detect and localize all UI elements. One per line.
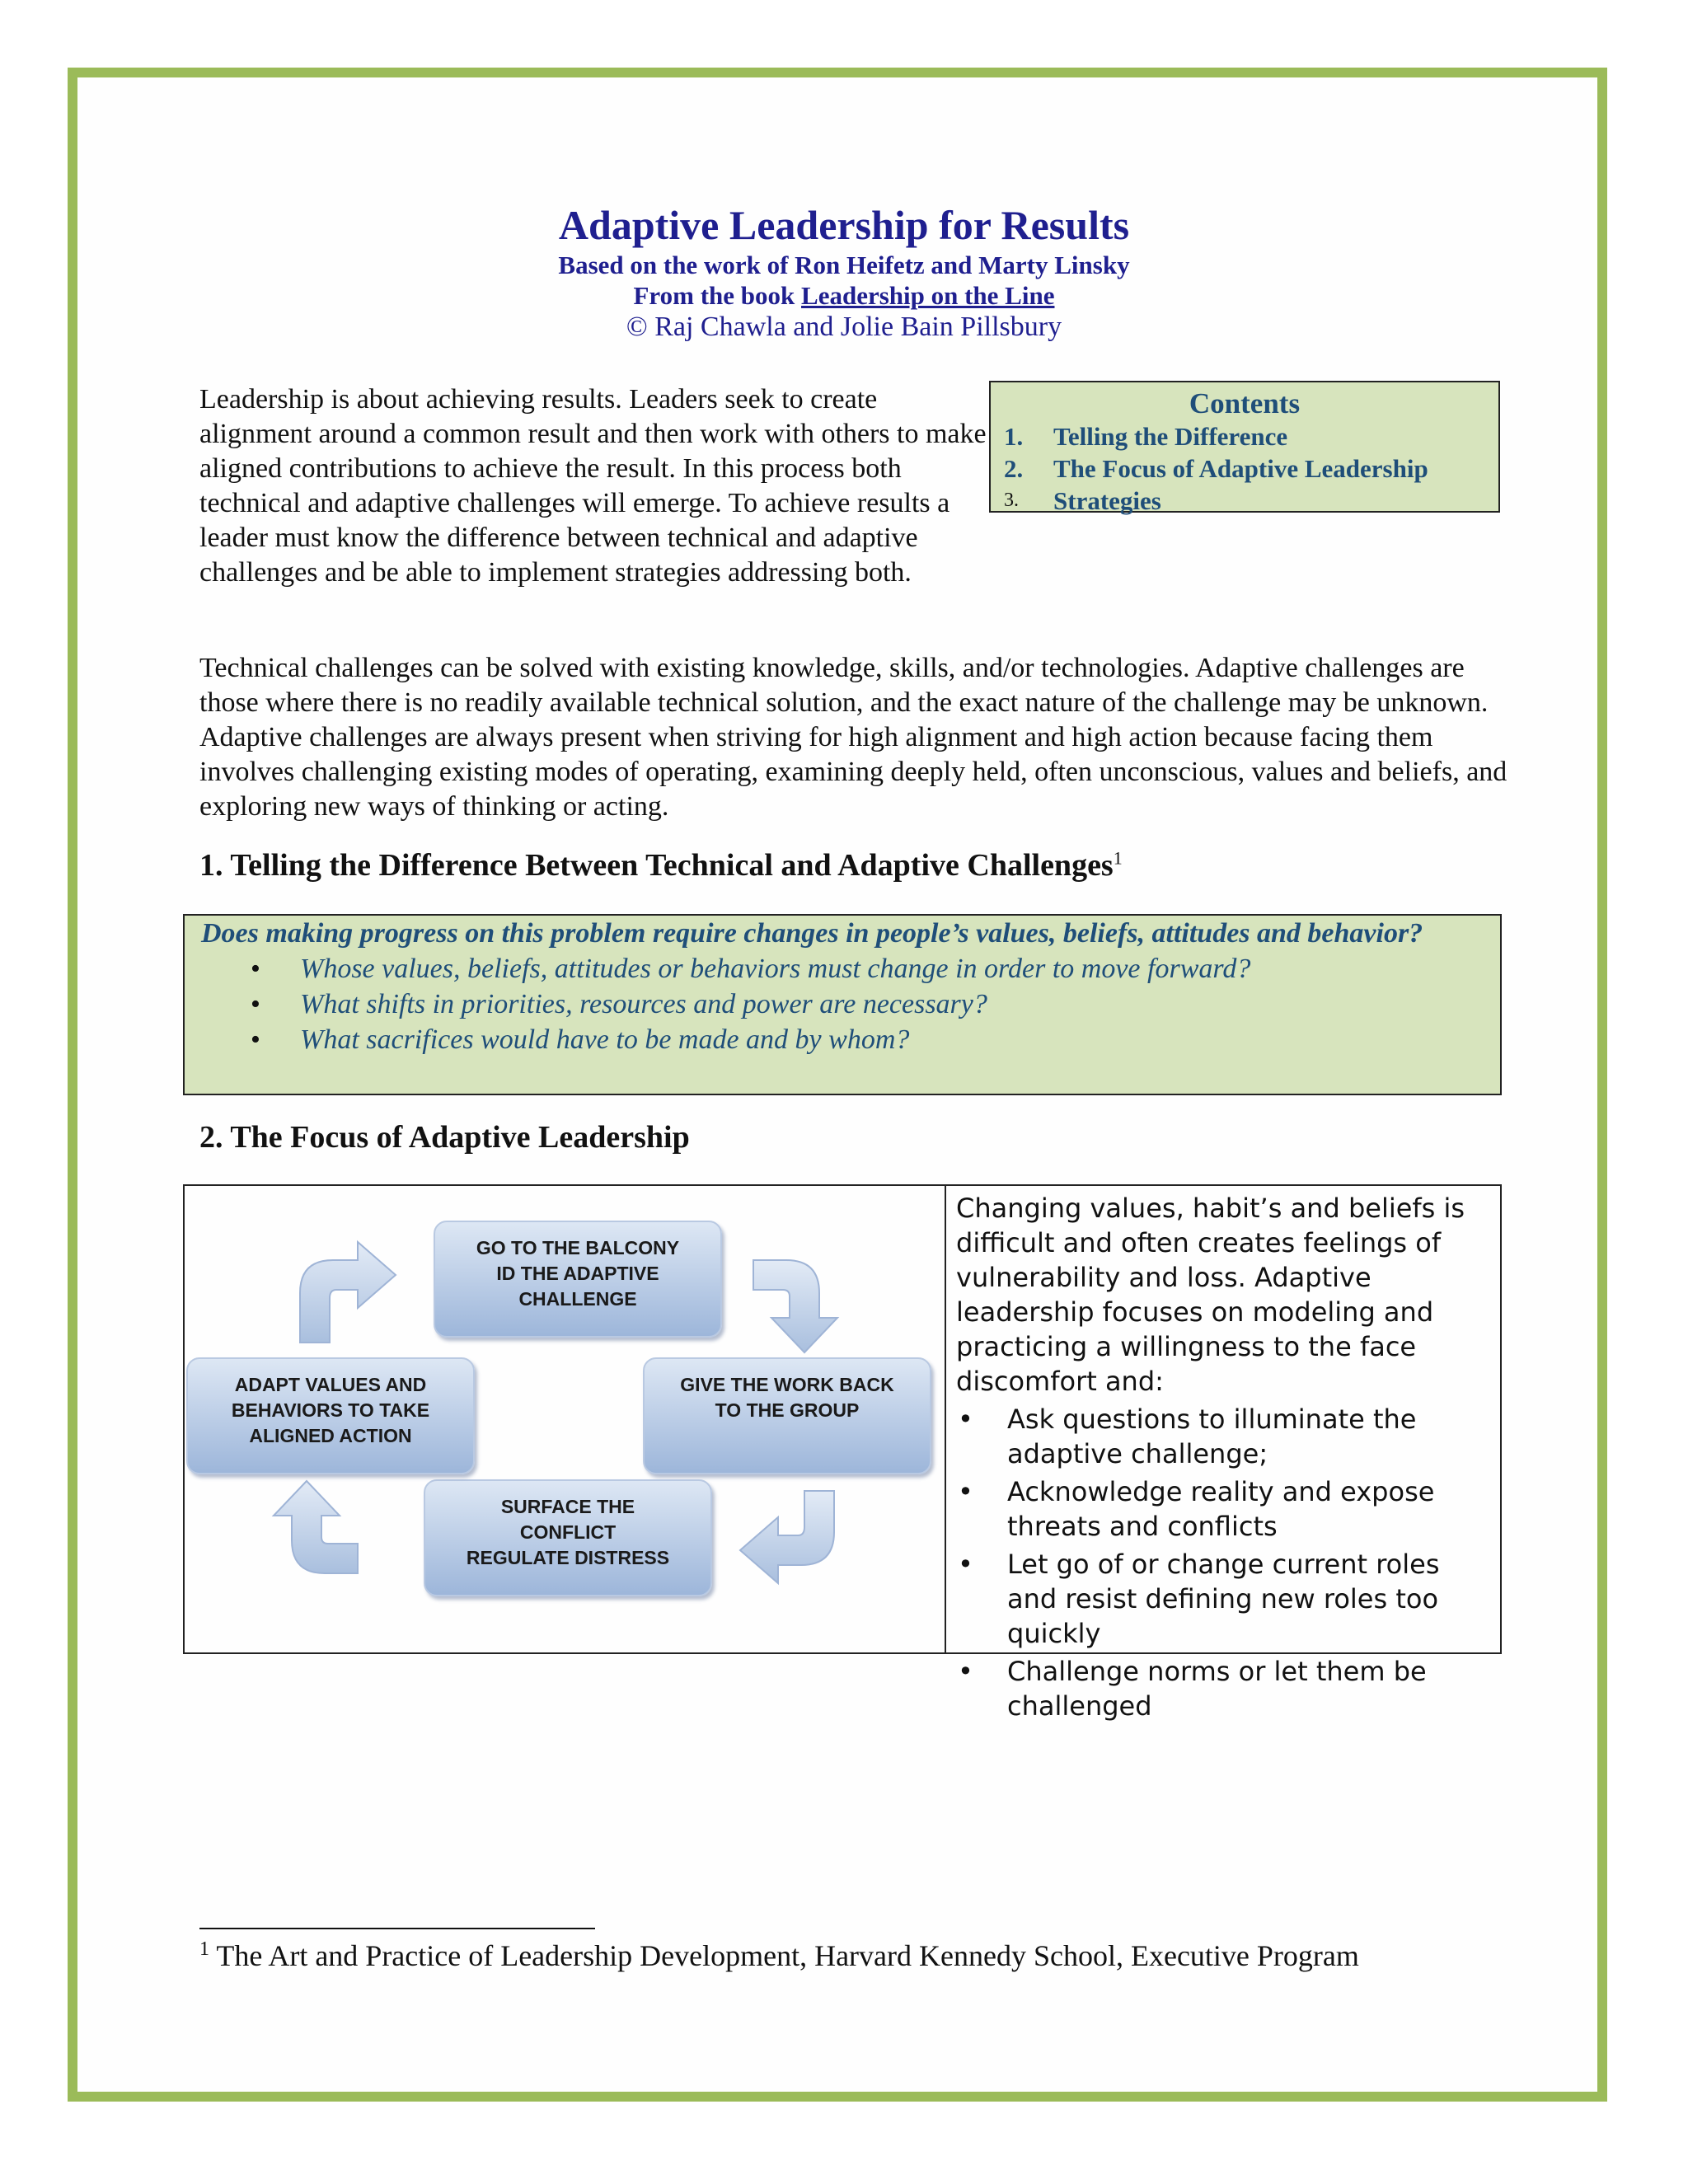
cycle-box-line: CHALLENGE — [518, 1288, 637, 1310]
arrow-icon — [740, 1491, 834, 1583]
contents-item[interactable] — [991, 420, 1498, 452]
focus-bullet-text: Ask questions to illuminate the adaptive challenge; — [1007, 1404, 1417, 1469]
bullet-icon: • — [251, 989, 260, 1019]
section1-heading — [199, 847, 1123, 883]
question-bullet-text: Whose values, beliefs, attitudes or behaviors must change in order to move forward? — [300, 954, 1251, 984]
section2-heading: 2. The Focus of Adaptive Leadership — [199, 1120, 690, 1155]
book-title: Leadership on the Line — [801, 281, 1055, 310]
footnote-separator — [199, 1928, 595, 1929]
contents-item-number: 1. — [1004, 422, 1024, 451]
cycle-box-line: TO THE GROUP — [715, 1399, 860, 1421]
section1-heading-text: 1. Telling the Difference Between Technical and Adaptive Challenges — [199, 848, 1114, 883]
contents-item[interactable] — [991, 452, 1498, 485]
cycle-box-line: GIVE THE WORK BACK — [680, 1374, 894, 1395]
cycle-box-line: GO TO THE BALCONY — [476, 1237, 680, 1258]
document-subtitle: Based on the work of Ron Heifetz and Marty Linsky — [558, 251, 1130, 279]
focus-intro-text: Changing values, habit’s and beliefs is difficult and often creates feelings of vulnerability and loss. Adaptive leadership focuses on modeling and practicing a willingness to the face discomfort and: — [956, 1193, 1465, 1397]
footnote-reference[interactable]: 1 — [1113, 847, 1123, 869]
bullet-icon: • — [958, 1656, 973, 1687]
contents-box — [989, 381, 1500, 513]
challenges-paragraph: Technical challenges can be solved with existing knowledge, skills, and/or technologies. Adaptive challenges are those where there is no readily available technical solution, and the exact nature of the challenge may be unknown. Adaptive challenges are always present when striving for high alignment and high action because facing them involves challenging existing modes of operating, examining deeply held, often unconscious, values and beliefs, and exploring new ways of thinking or acting. — [199, 653, 1507, 822]
question-bullet — [201, 1022, 1500, 1057]
cycle-box-line: CONFLICT — [519, 1521, 617, 1543]
footnote-text: The Art and Practice of Leadership Development, Harvard Kennedy School, Executive Program — [209, 1939, 1359, 1972]
arrow-icon — [753, 1260, 837, 1352]
intro-paragraph: Leadership is about achieving results. Leaders seek to create alignment around a common result and then work with others to make aligned contributions to achieve the result. In this process both technical and adaptive challenges will emerge. To achieve results a leader must know the difference between technical and adaptive challenges and be able to implement strategies addressing both. — [199, 384, 987, 588]
focus-bullet — [956, 1654, 1492, 1723]
footnote — [199, 1938, 1359, 1973]
question-bullet — [201, 987, 1500, 1022]
book-prefix: From the book — [633, 281, 802, 310]
contents-item-label: The Focus of Adaptive Leadership — [1053, 454, 1428, 483]
focus-table — [183, 1184, 1502, 1722]
book-reference — [0, 281, 1688, 311]
focus-bullet — [956, 1402, 1492, 1471]
cycle-box-line: SURFACE THE — [500, 1496, 635, 1517]
question-bullet — [201, 951, 1500, 987]
cycle-box-line: REGULATE DISTRESS — [466, 1547, 670, 1568]
focus-bullet — [956, 1474, 1492, 1544]
focus-bullet — [956, 1547, 1492, 1651]
contents-heading: Contents — [1189, 387, 1301, 419]
key-question-box — [183, 914, 1502, 1095]
bullet-icon: • — [958, 1549, 973, 1580]
bullet-icon: • — [958, 1404, 973, 1435]
arrow-icon — [274, 1481, 358, 1573]
question-bullet-text: What sacrifices would have to be made and by whom? — [300, 1024, 910, 1055]
cycle-box-line: ADAPT VALUES AND — [234, 1374, 427, 1395]
cycle-box-line: ID THE ADAPTIVE — [496, 1263, 659, 1284]
focus-description — [956, 1191, 1492, 1723]
document-title: Adaptive Leadership for Results — [558, 202, 1130, 248]
footnote-marker: 1 — [199, 1938, 209, 1960]
copyright-line: © Raj Chawla and Jolie Bain Pillsbury — [626, 312, 1062, 342]
bullet-icon: • — [251, 1024, 260, 1055]
focus-bullet-text: Acknowledge reality and expose threats and conflicts — [1007, 1476, 1435, 1542]
arrow-icon — [300, 1242, 396, 1343]
contents-item-number: 2. — [1004, 454, 1024, 483]
cycle-box-line: ALIGNED ACTION — [249, 1425, 412, 1446]
key-question: Does making progress on this problem require changes in people’s values, beliefs, attitudes and behavior? — [201, 918, 1423, 949]
bullet-icon: • — [958, 1476, 973, 1507]
focus-bullet-text: Challenge norms or let them be challenged — [1007, 1656, 1427, 1722]
cycle-arrows — [185, 1186, 945, 1652]
question-bullet-text: What shifts in priorities, resources and power are necessary? — [300, 989, 987, 1019]
focus-bullet-text: Let go of or change current roles and resist defining new roles too quickly — [1007, 1549, 1440, 1649]
contents-item-label: Telling the Difference — [1053, 422, 1288, 451]
bullet-icon: • — [251, 954, 260, 984]
contents-item-number: 3. — [1004, 490, 1019, 511]
table-divider — [945, 1186, 946, 1652]
contents-item-label: Strategies — [1053, 486, 1161, 515]
contents-item[interactable] — [991, 485, 1498, 517]
cycle-box-line: BEHAVIORS TO TAKE — [231, 1399, 430, 1421]
